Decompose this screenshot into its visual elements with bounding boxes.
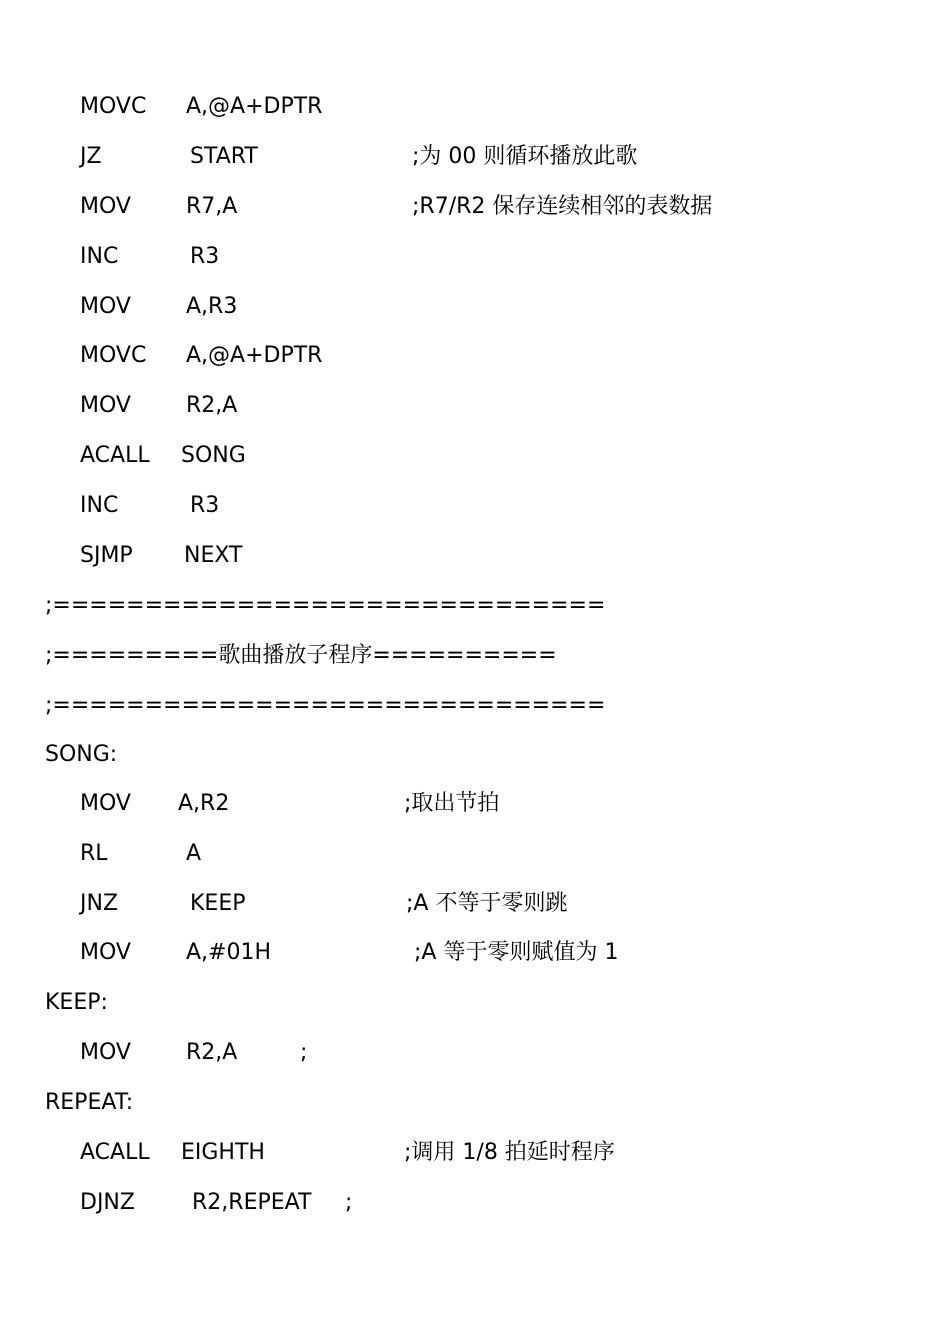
comment: ; (345, 1190, 353, 1215)
operand: R2,A (186, 1040, 238, 1065)
mnemonic: JNZ (80, 891, 119, 916)
mnemonic: DJNZ (80, 1190, 135, 1215)
operand: A,R3 (186, 294, 238, 319)
separator-text: ;============================== (45, 593, 606, 618)
section-header (0, 641, 950, 671)
section-header-text: ;=========歌曲播放子程序========== (45, 643, 557, 668)
operand: SONG (181, 443, 246, 468)
code-line (0, 541, 950, 571)
operand: EIGHTH (181, 1140, 265, 1165)
operand: NEXT (184, 543, 243, 568)
operand: R2,REPEAT (192, 1190, 312, 1215)
mnemonic: MOV (80, 393, 131, 418)
mnemonic: INC (80, 493, 119, 518)
comment: ;取出节拍 (404, 791, 500, 816)
operand: R2,A (186, 393, 238, 418)
code-line (0, 92, 950, 122)
code-line (0, 1188, 950, 1218)
mnemonic: JZ (80, 144, 102, 169)
mnemonic: MOV (80, 194, 131, 219)
operand: R7,A (186, 194, 238, 219)
mnemonic: INC (80, 244, 119, 269)
mnemonic: MOV (80, 940, 131, 965)
mnemonic: MOVC (80, 94, 147, 119)
operand: A (186, 841, 202, 866)
operand: A,@A+DPTR (186, 343, 323, 368)
operand: R3 (190, 493, 220, 518)
comment: ;调用 1/8 拍延时程序 (404, 1140, 615, 1165)
comment: ; (300, 1040, 308, 1065)
mnemonic: RL (80, 841, 108, 866)
mnemonic: SJMP (80, 543, 133, 568)
code-line (0, 242, 950, 272)
mnemonic: MOVC (80, 343, 147, 368)
operand: A,R2 (178, 791, 230, 816)
code-line (0, 889, 950, 919)
code-line (0, 192, 950, 222)
code-line (0, 491, 950, 521)
mnemonic: ACALL (80, 1140, 150, 1165)
code-label-line (0, 988, 950, 1018)
separator-line (0, 591, 950, 621)
operand: A,#01H (186, 940, 272, 965)
mnemonic: MOV (80, 791, 131, 816)
code-line (0, 1038, 950, 1068)
comment: ;R7/R2 保存连续相邻的表数据 (412, 194, 713, 219)
code-label-line (0, 1088, 950, 1118)
code-label: SONG: (45, 742, 118, 767)
code-line (0, 1138, 950, 1168)
code-line (0, 142, 950, 172)
operand: R3 (190, 244, 220, 269)
comment: ;A 等于零则赋值为 1 (414, 940, 619, 965)
code-line (0, 938, 950, 968)
operand: A,@A+DPTR (186, 94, 323, 119)
comment: ;A 不等于零则跳 (406, 891, 568, 916)
comment: ;为 00 则循环播放此歌 (412, 144, 638, 169)
separator-line (0, 691, 950, 721)
code-label: KEEP: (45, 990, 108, 1015)
code-line (0, 292, 950, 322)
code-line (0, 441, 950, 471)
operand: START (190, 144, 258, 169)
mnemonic: ACALL (80, 443, 150, 468)
code-line (0, 839, 950, 869)
code-line (0, 391, 950, 421)
code-line (0, 341, 950, 371)
separator-text: ;============================== (45, 693, 606, 718)
code-line (0, 789, 950, 819)
code-label: REPEAT: (45, 1090, 134, 1115)
code-label-line (0, 740, 950, 770)
mnemonic: MOV (80, 294, 131, 319)
mnemonic: MOV (80, 1040, 131, 1065)
operand: KEEP (190, 891, 246, 916)
